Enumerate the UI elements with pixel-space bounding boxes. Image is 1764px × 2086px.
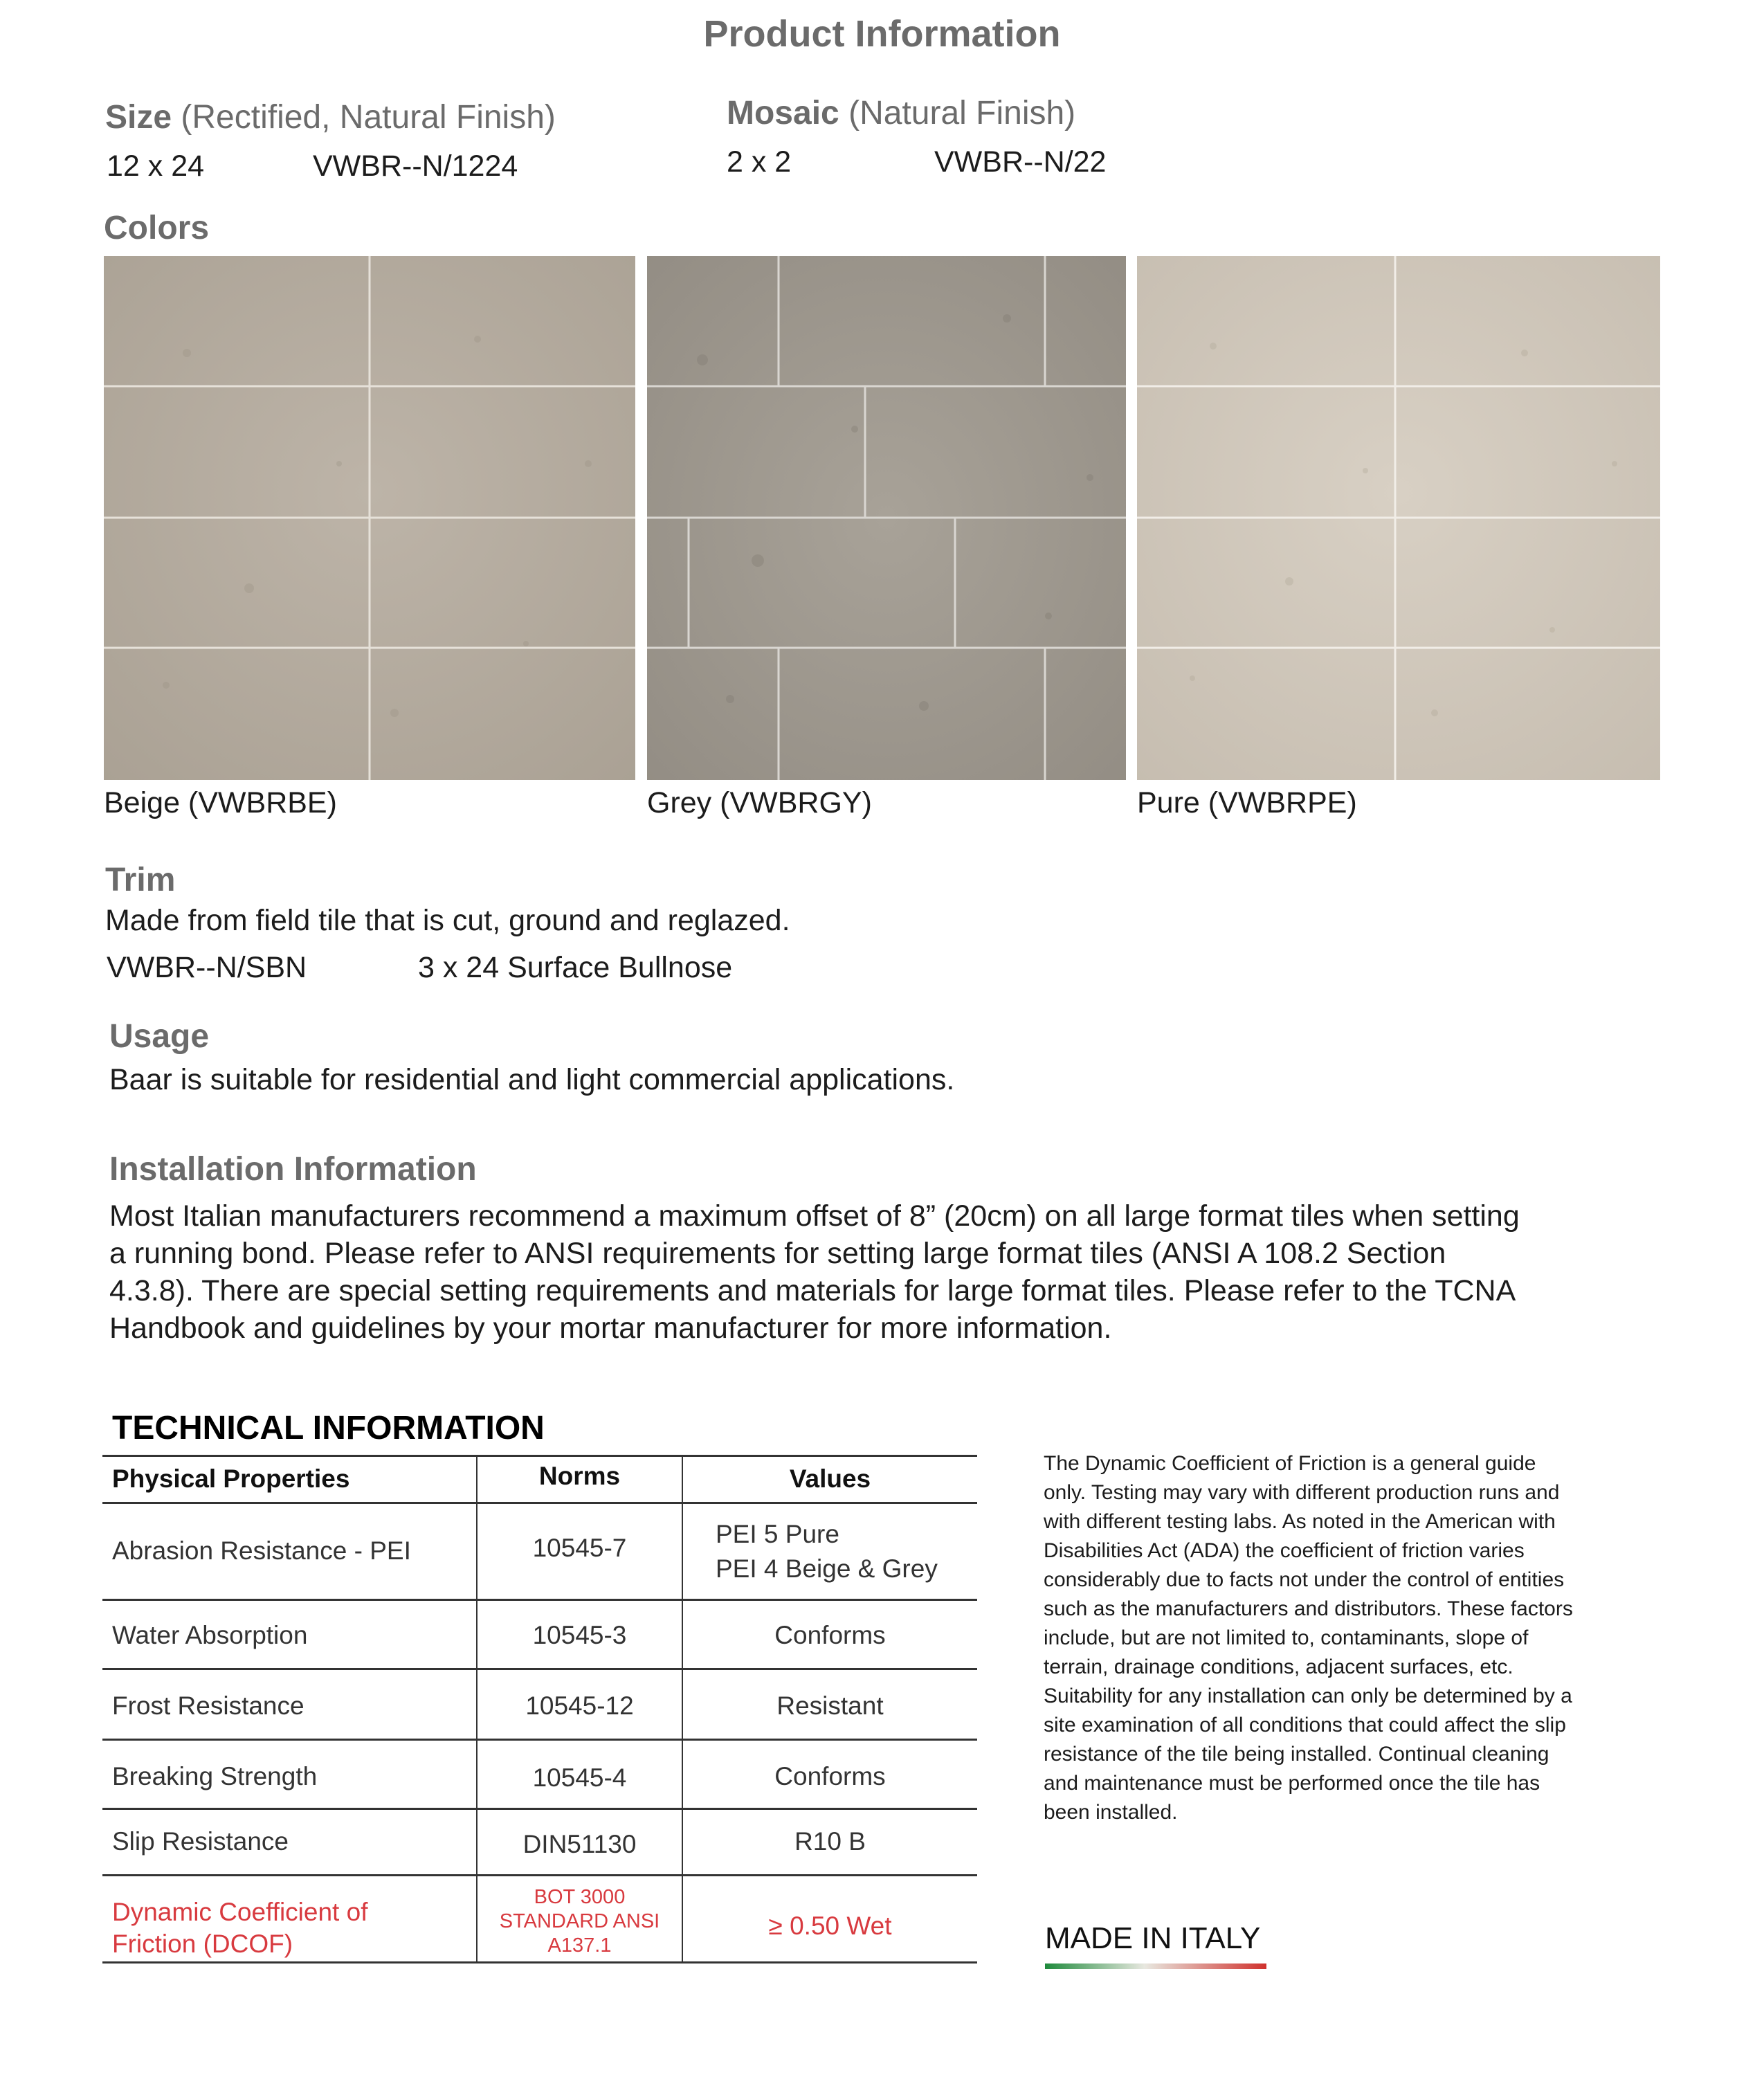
table-cell-property: Slip Resistance bbox=[112, 1827, 289, 1856]
size-dimension: 12 x 24 bbox=[107, 149, 205, 183]
technical-heading: TECHNICAL INFORMATION bbox=[112, 1410, 545, 1446]
column-header-values: Values bbox=[789, 1464, 871, 1493]
note-line: Suitability for any installation can only be determined by a bbox=[1044, 1685, 1572, 1707]
usage-text: Baar is suitable for residential and light commercial applications. bbox=[109, 1063, 955, 1096]
pure-tile-image bbox=[1137, 256, 1660, 780]
mosaic-subheading: (Natural Finish) bbox=[848, 95, 1076, 131]
table-cell-norm: 10545-12 bbox=[525, 1692, 634, 1720]
mosaic-code: VWBR--N/22 bbox=[934, 145, 1107, 179]
page-title: Product Information bbox=[703, 13, 1061, 55]
dcof-norm-line: A137.1 bbox=[547, 1934, 612, 1957]
table-cell-property: Water Absorption bbox=[112, 1621, 308, 1649]
table-cell-value: Conforms bbox=[774, 1621, 886, 1649]
table-cell-dcof-value: ≥ 0.50 Wet bbox=[768, 1912, 892, 1940]
size-heading: Size bbox=[105, 99, 172, 136]
installation-text bbox=[109, 1197, 1520, 1347]
dcof-norm-line: STANDARD ANSI bbox=[499, 1910, 660, 1932]
pure-label: Pure (VWBRPE) bbox=[1137, 786, 1357, 819]
dcof-property-line: Friction (DCOF) bbox=[112, 1930, 293, 1958]
installation-line: Most Italian manufacturers recommend a maximum offset of 8” (20cm) on all large format tiles when setting bbox=[109, 1199, 1520, 1233]
installation-heading: Installation Information bbox=[109, 1151, 477, 1188]
value-line: PEI 5 Pure bbox=[716, 1520, 839, 1548]
note-line: only. Testing may vary with different production runs and bbox=[1044, 1481, 1560, 1504]
note-line: terrain, drainage conditions, adjacent surfaces, etc. bbox=[1044, 1656, 1513, 1678]
table-cell-dcof-norm bbox=[478, 1885, 682, 1958]
note-line: site examination of all conditions that could affect the slip bbox=[1044, 1714, 1566, 1736]
dcof-norm-line: BOT 3000 bbox=[534, 1886, 626, 1908]
note-line: include, but are not limited to, contaminants, slope of bbox=[1044, 1626, 1529, 1649]
usage-heading: Usage bbox=[109, 1018, 210, 1055]
table-cell-norm: 10545-3 bbox=[532, 1621, 627, 1649]
colors-heading: Colors bbox=[104, 210, 210, 246]
note-line: such as the manufacturers and distributors. These factors bbox=[1044, 1597, 1573, 1620]
size-code: VWBR--N/1224 bbox=[313, 149, 518, 183]
grey-tile-image bbox=[647, 256, 1126, 780]
size-heading-block bbox=[105, 98, 556, 136]
note-line: resistance of the tile being installed. Continual cleaning bbox=[1044, 1743, 1549, 1766]
table-cell-norm: 10545-7 bbox=[532, 1534, 627, 1562]
made-in-italy-label: MADE IN ITALY bbox=[1045, 1921, 1261, 1955]
italy-flag-underline bbox=[1045, 1960, 1266, 1966]
installation-line: a running bond. Please refer to ANSI requirements for setting large format tiles (ANSI A 108.2 Section bbox=[109, 1237, 1446, 1270]
mosaic-heading-block bbox=[727, 94, 1075, 132]
dcof-note bbox=[1044, 1449, 1736, 1827]
installation-line: Handbook and guidelines by your mortar manufacturer for more information. bbox=[109, 1312, 1112, 1345]
value-line: PEI 4 Beige & Grey bbox=[716, 1554, 938, 1583]
mosaic-heading: Mosaic bbox=[727, 95, 839, 131]
note-line: considerably due to facts not under the control of entities bbox=[1044, 1568, 1565, 1591]
table-cell-norm: DIN51130 bbox=[522, 1830, 637, 1858]
note-line: Disabilities Act (ADA) the coefficient of friction varies bbox=[1044, 1539, 1525, 1562]
note-line: and maintenance must be performed once the tile has bbox=[1044, 1772, 1540, 1795]
trim-item: 3 x 24 Surface Bullnose bbox=[418, 951, 733, 984]
table-cell-value bbox=[716, 1517, 938, 1586]
table-cell-property: Abrasion Resistance - PEI bbox=[112, 1536, 411, 1565]
table-cell-value: R10 B bbox=[794, 1827, 866, 1856]
installation-line: 4.3.8). There are special setting requirements and materials for large format tiles. Please refer to the TCNA bbox=[109, 1274, 1516, 1307]
table-cell-value: Conforms bbox=[774, 1762, 886, 1790]
table-cell-dcof-property bbox=[112, 1896, 367, 1960]
note-line: with different testing labs. As noted in the American with bbox=[1044, 1510, 1556, 1533]
table-cell-value: Resistant bbox=[776, 1692, 884, 1720]
table-cell-norm: 10545-4 bbox=[532, 1763, 627, 1792]
trim-description: Made from field tile that is cut, ground and reglazed. bbox=[105, 904, 790, 937]
grey-label: Grey (VWBRGY) bbox=[647, 786, 872, 819]
dcof-property-line: Dynamic Coefficient of bbox=[112, 1898, 368, 1926]
trim-heading: Trim bbox=[105, 862, 176, 898]
size-subheading: (Rectified, Natural Finish) bbox=[181, 99, 556, 136]
trim-code: VWBR--N/SBN bbox=[107, 951, 307, 984]
table-cell-property: Breaking Strength bbox=[112, 1762, 318, 1790]
table-cell-property: Frost Resistance bbox=[112, 1692, 304, 1720]
note-line: been installed. bbox=[1044, 1801, 1178, 1824]
column-header-norms: Norms bbox=[538, 1462, 621, 1490]
mosaic-dimension: 2 x 2 bbox=[727, 145, 792, 179]
column-header-properties: Physical Properties bbox=[112, 1464, 350, 1493]
note-line: The Dynamic Coefficient of Friction is a general guide bbox=[1044, 1452, 1536, 1475]
beige-label: Beige (VWBRBE) bbox=[104, 786, 337, 819]
beige-tile-image bbox=[104, 256, 635, 780]
